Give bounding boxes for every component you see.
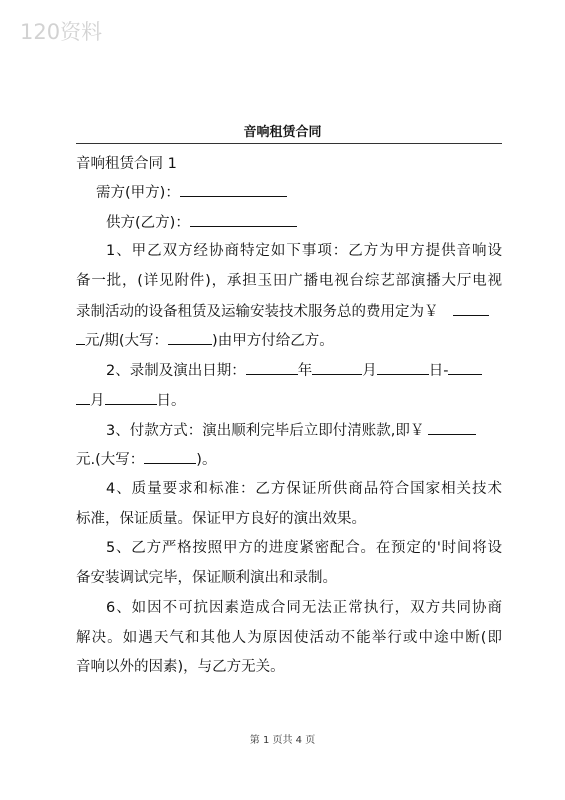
payment-words-blank <box>144 449 196 464</box>
clause-3-line-1 <box>106 420 476 441</box>
clause-1-line-3-text: 录制活动的设备租赁及运输安装技术服务总的费用定为￥ <box>76 304 439 320</box>
end-year-blank <box>448 360 482 375</box>
clause-5-line-1: 5、乙方严格按照甲方的进度紧密配合。在预定的'时间将设 <box>106 540 502 556</box>
fee-amount-blank-cont <box>76 330 85 345</box>
end-day-label: 日。 <box>156 393 186 409</box>
clause-2-line-2 <box>76 390 186 411</box>
seller-line <box>106 212 297 233</box>
clause-1-line-2: 备一批，(详见附件)，承担玉田广播电视台综艺部演播大厅电视 <box>76 273 502 289</box>
clause-1-line-4 <box>76 330 334 351</box>
header-divider <box>76 143 502 144</box>
fee-words-blank <box>168 330 212 345</box>
clause-3-line-2-b: )。 <box>196 452 217 468</box>
page-header-title: 音响租赁合同 <box>243 125 322 140</box>
end-month-blank <box>76 390 90 405</box>
fee-amount-blank <box>453 301 489 316</box>
buyer-line <box>96 182 287 203</box>
watermark-logo: 120资料 <box>20 20 103 44</box>
clause-3-line-2 <box>76 449 216 470</box>
end-month-label: 月 <box>90 393 105 409</box>
clause-1-line-1: 1、甲乙双方经协商特定如下事项：乙方为甲方提供音响设 <box>106 243 502 259</box>
clause-1-line-3 <box>76 301 489 322</box>
clause-3-text: 3、付款方式：演出顺利完毕后立即付清账款,即￥ <box>106 423 425 439</box>
clause-6-line-2: 解决。如遇天气和其他人为原因使活动不能举行或中途中断(即 <box>76 630 502 646</box>
page-footer: 第 1 页共 4 页 <box>249 735 316 746</box>
seller-blank <box>190 212 297 227</box>
clause-2-label: 2、录制及演出日期： <box>106 363 246 379</box>
clause-6-line-3: 音响以外的因素)，与乙方无关。 <box>76 659 285 675</box>
clause-4-line-2: 标准，保证质量。保证甲方良好的演出效果。 <box>76 511 366 527</box>
day-label: 日- <box>428 363 449 379</box>
seller-label: 供方(乙方)： <box>106 215 190 231</box>
buyer-label: 需方(甲方)： <box>96 185 180 201</box>
clause-1-line-4-a: 元/期(大写： <box>85 333 169 349</box>
clause-4-line-1: 4、质量要求和标准：乙方保证所供商品符合国家相关技术 <box>106 481 502 497</box>
clause-6-line-1: 6、如因不可抗因素造成合同无法正常执行，双方共同协商 <box>106 600 502 616</box>
clause-5-line-2: 备安装调试完毕，保证顺利演出和录制。 <box>76 570 337 586</box>
clause-3-line-2-a: 元.(大写： <box>76 452 145 468</box>
end-day-blank <box>105 390 157 405</box>
clause-2-line-1 <box>106 360 482 381</box>
day-blank <box>377 360 429 375</box>
document-subtitle: 音响租赁合同 1 <box>76 156 177 172</box>
month-blank <box>312 360 362 375</box>
year-blank <box>246 360 298 375</box>
year-label: 年 <box>297 363 313 379</box>
clause-1-line-4-b: )由甲方付给乙方。 <box>212 333 334 349</box>
payment-amount-blank <box>428 420 476 435</box>
buyer-blank <box>180 182 287 197</box>
month-label: 月 <box>362 363 377 379</box>
